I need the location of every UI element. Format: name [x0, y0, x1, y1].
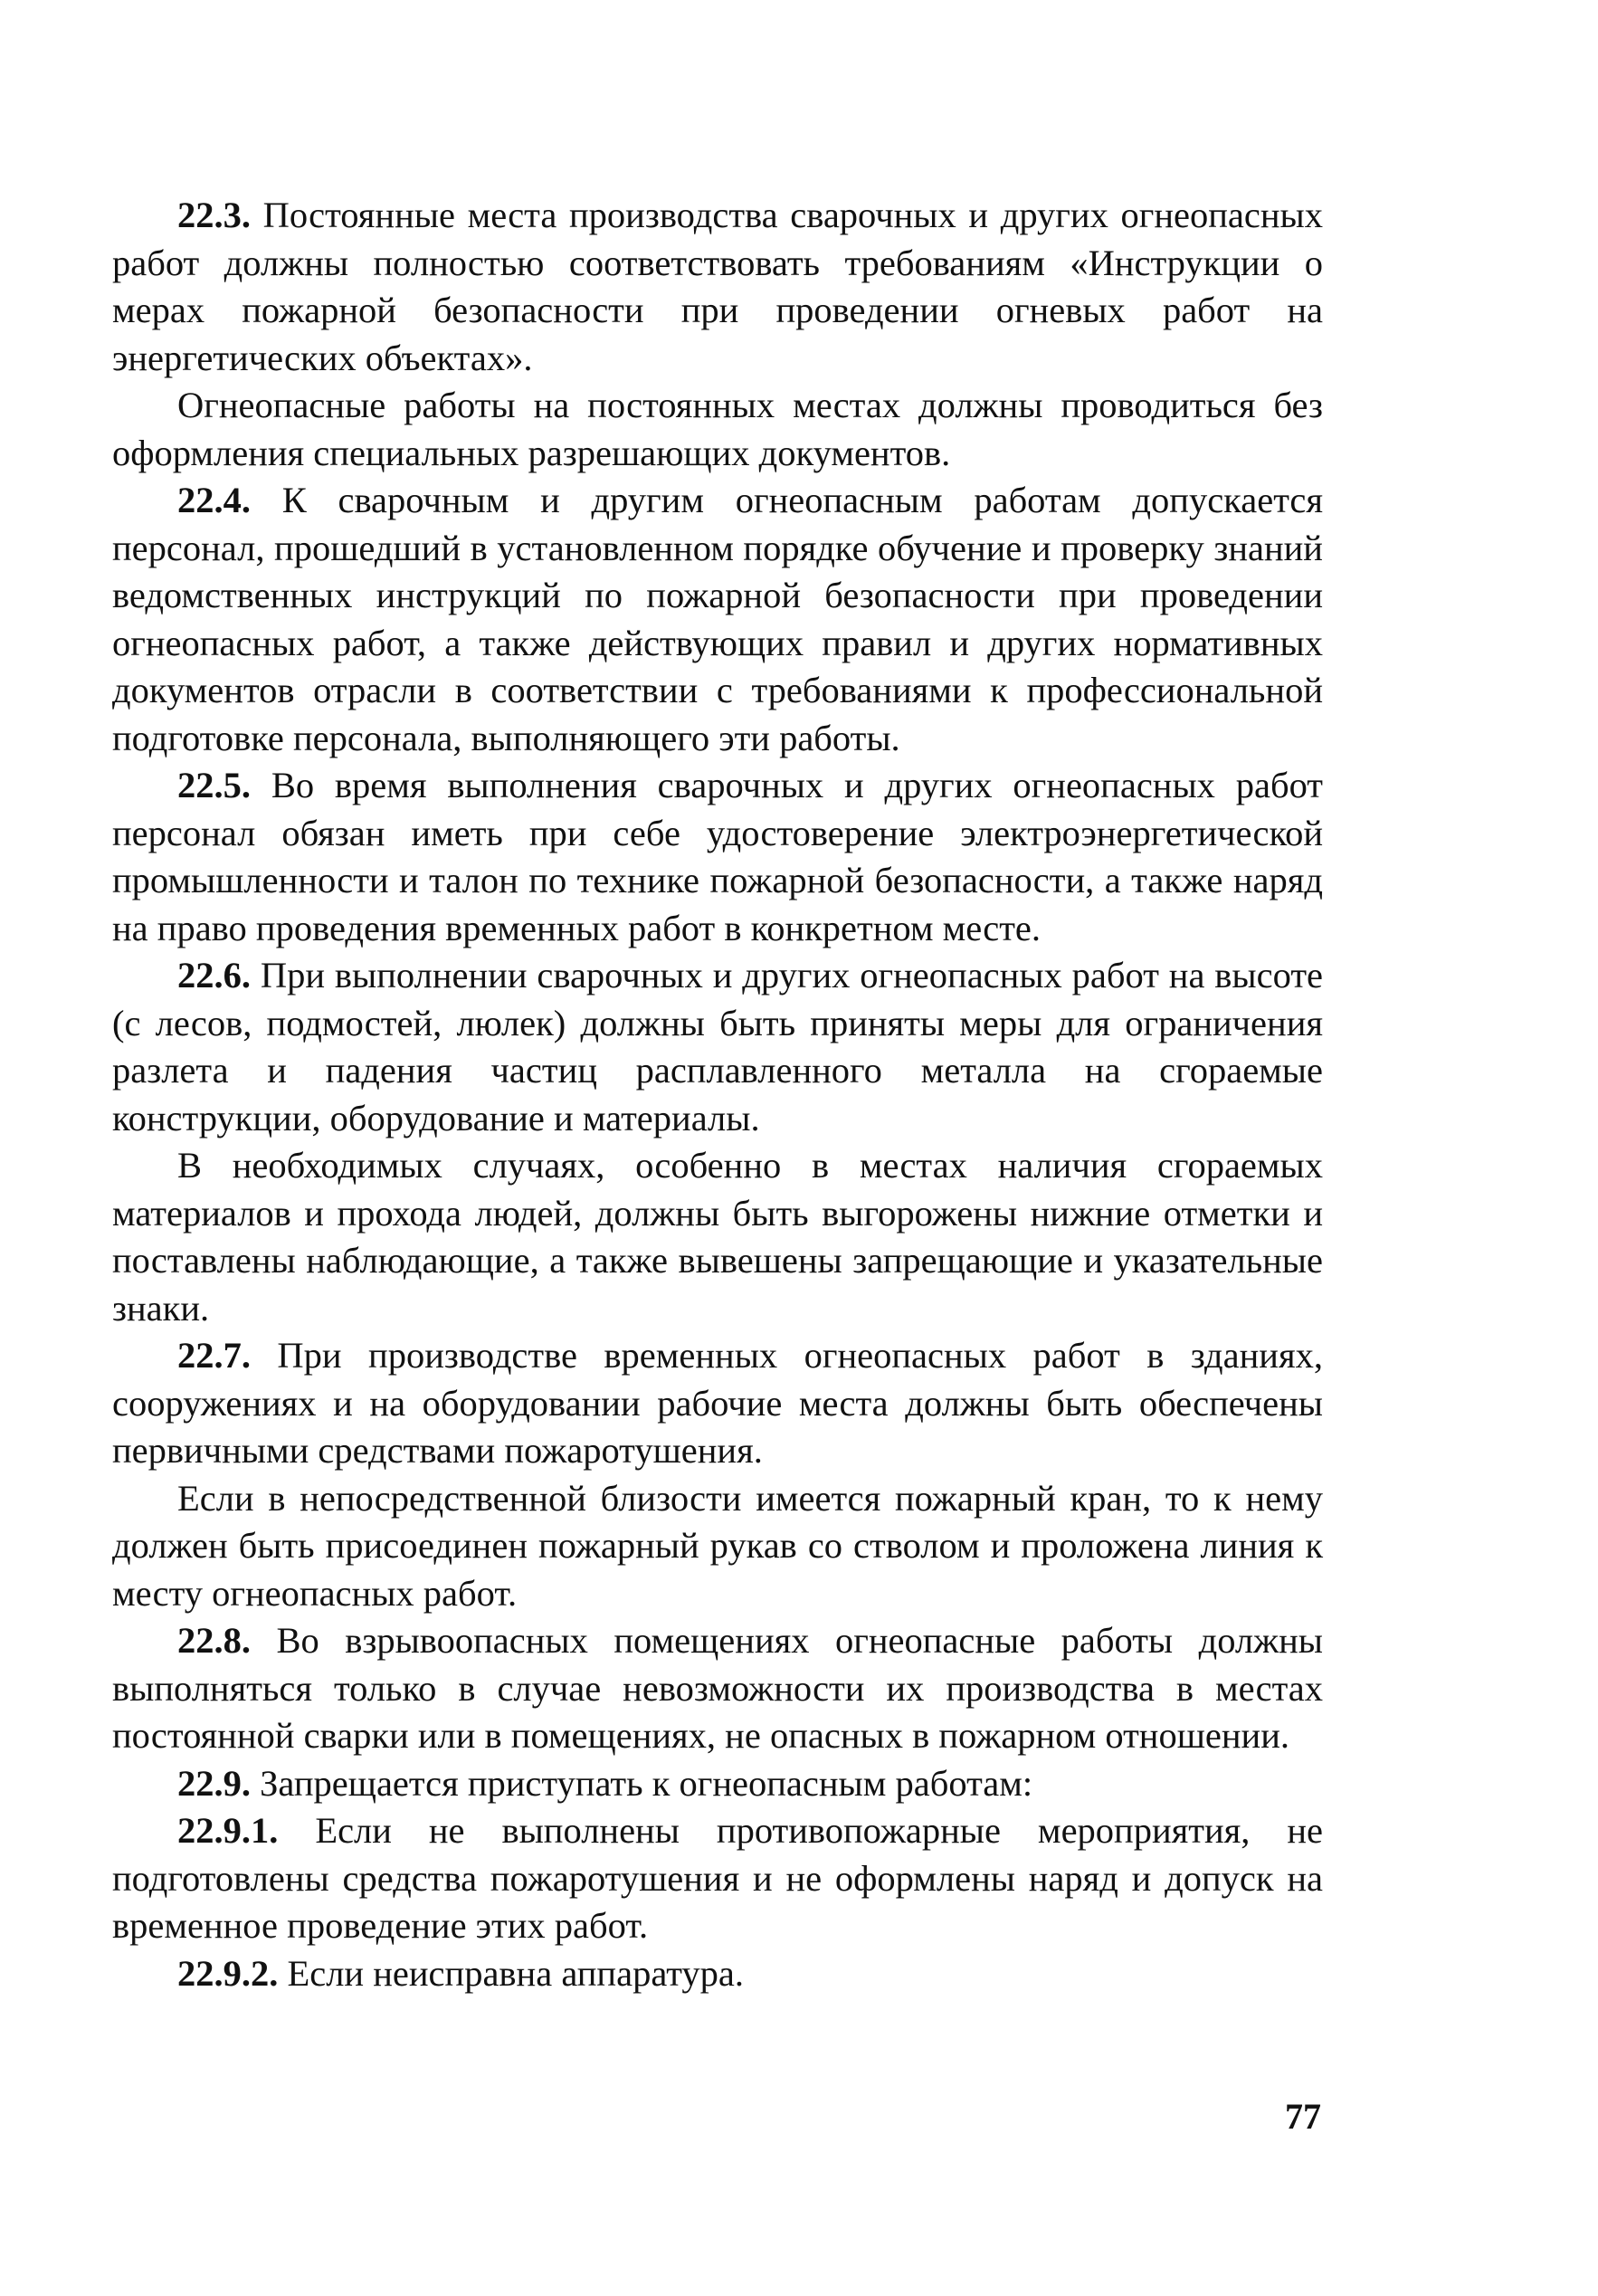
- paragraph-text: Если неисправна аппаратура.: [278, 1952, 745, 1994]
- paragraph-number: 22.9.: [177, 1762, 251, 1804]
- paragraph-number: 22.5.: [177, 765, 251, 805]
- paragraph-text: Если в непосредственной близости имеется пожарный кран, то к нему должен быть присоединен пожарный рукав со стволом и проложена линия к месту огнеопасных работ.: [112, 1477, 1323, 1614]
- paragraph-text: Постоянные места производства сварочных и других огнеопасных работ должны полностью соответствовать требованиям «Инструкции о мерах пожарной безопасности при проведении огневых работ на энергетических объектах».: [112, 195, 1323, 378]
- paragraph-22-6-cont: [112, 1142, 1323, 1332]
- paragraph-22-9-1: [112, 1807, 1323, 1950]
- page-number: 77: [1285, 2096, 1321, 2137]
- paragraph-number: 22.3.: [177, 195, 251, 235]
- paragraph-number: 22.7.: [177, 1335, 251, 1376]
- paragraph-22-9: [112, 1760, 1323, 1808]
- paragraph-number: 22.9.1.: [177, 1810, 279, 1851]
- paragraph-22-5: [112, 762, 1323, 952]
- paragraph-text: К сварочным и другим огнеопасным работам допускается персонал, прошедший в установленном порядке обучение и проверку знаний ведомственных инструкций по пожарной безопасности при проведении огнеопасных работ, а также действующих правил и других нормативных документов отрасли в соответствии с требованиями к профессиональной подготовке персонала, выполняющего эти работы.: [112, 480, 1323, 758]
- paragraph-text: Если не выполнены противопожарные мероприятия, не подготовлены средства пожаротушения и не оформлены наряд и допуск на временное проведение этих работ.: [112, 1810, 1323, 1946]
- paragraph-text: Огнеопасные работы на постоянных местах должны проводиться без оформления специальных разрешающих документов.: [112, 385, 1323, 473]
- body-text: [112, 192, 1323, 1997]
- paragraph-22-3-cont: [112, 382, 1323, 477]
- paragraph-22-7: [112, 1332, 1323, 1475]
- paragraph-number: 22.6.: [177, 955, 251, 996]
- paragraph-text: В необходимых случаях, особенно в местах наличия сгораемых материалов и прохода людей, должны быть выгорожены нижние отметки и поставлены наблюдающие, а также вывешены запрещающие и указательные знаки.: [112, 1145, 1323, 1329]
- paragraph-22-7-cont: [112, 1475, 1323, 1618]
- paragraph-number: 22.8.: [177, 1620, 251, 1661]
- paragraph-22-3: [112, 192, 1323, 382]
- paragraph-text: При выполнении сварочных и других огнеопасных работ на высоте (с лесов, подмостей, люлек) должны быть приняты меры для ограничения разлета и падения частиц расплавленного металла на сгораемые конструкции, оборудование и материалы.: [112, 955, 1323, 1138]
- paragraph-text: Во время выполнения сварочных и других огнеопасных работ персонал обязан иметь при себе удостоверение электроэнергетической промышленности и талон по технике пожарной безопасности, а также наряд на право проведения временных работ в конкретном месте.: [112, 765, 1323, 948]
- paragraph-text: При производстве временных огнеопасных работ в зданиях, сооружениях и на оборудовании рабочие места должны быть обеспечены первичными средствами пожаротушения.: [112, 1335, 1323, 1471]
- paragraph-22-9-2: [112, 1950, 1323, 1998]
- paragraph-text: Во взрывоопасных помещениях огнеопасные работы должны выполняться только в случае невозможности их производства в местах постоянной сварки или в помещениях, не опасных в пожарном отношении.: [112, 1620, 1323, 1756]
- paragraph-22-4: [112, 477, 1323, 762]
- paragraph-text: Запрещается приступать к огнеопасным работам:: [251, 1762, 1033, 1804]
- paragraph-22-6: [112, 952, 1323, 1142]
- paragraph-number: 22.9.2.: [177, 1952, 279, 1994]
- paragraph-number: 22.4.: [177, 480, 251, 520]
- paragraph-22-8: [112, 1617, 1323, 1760]
